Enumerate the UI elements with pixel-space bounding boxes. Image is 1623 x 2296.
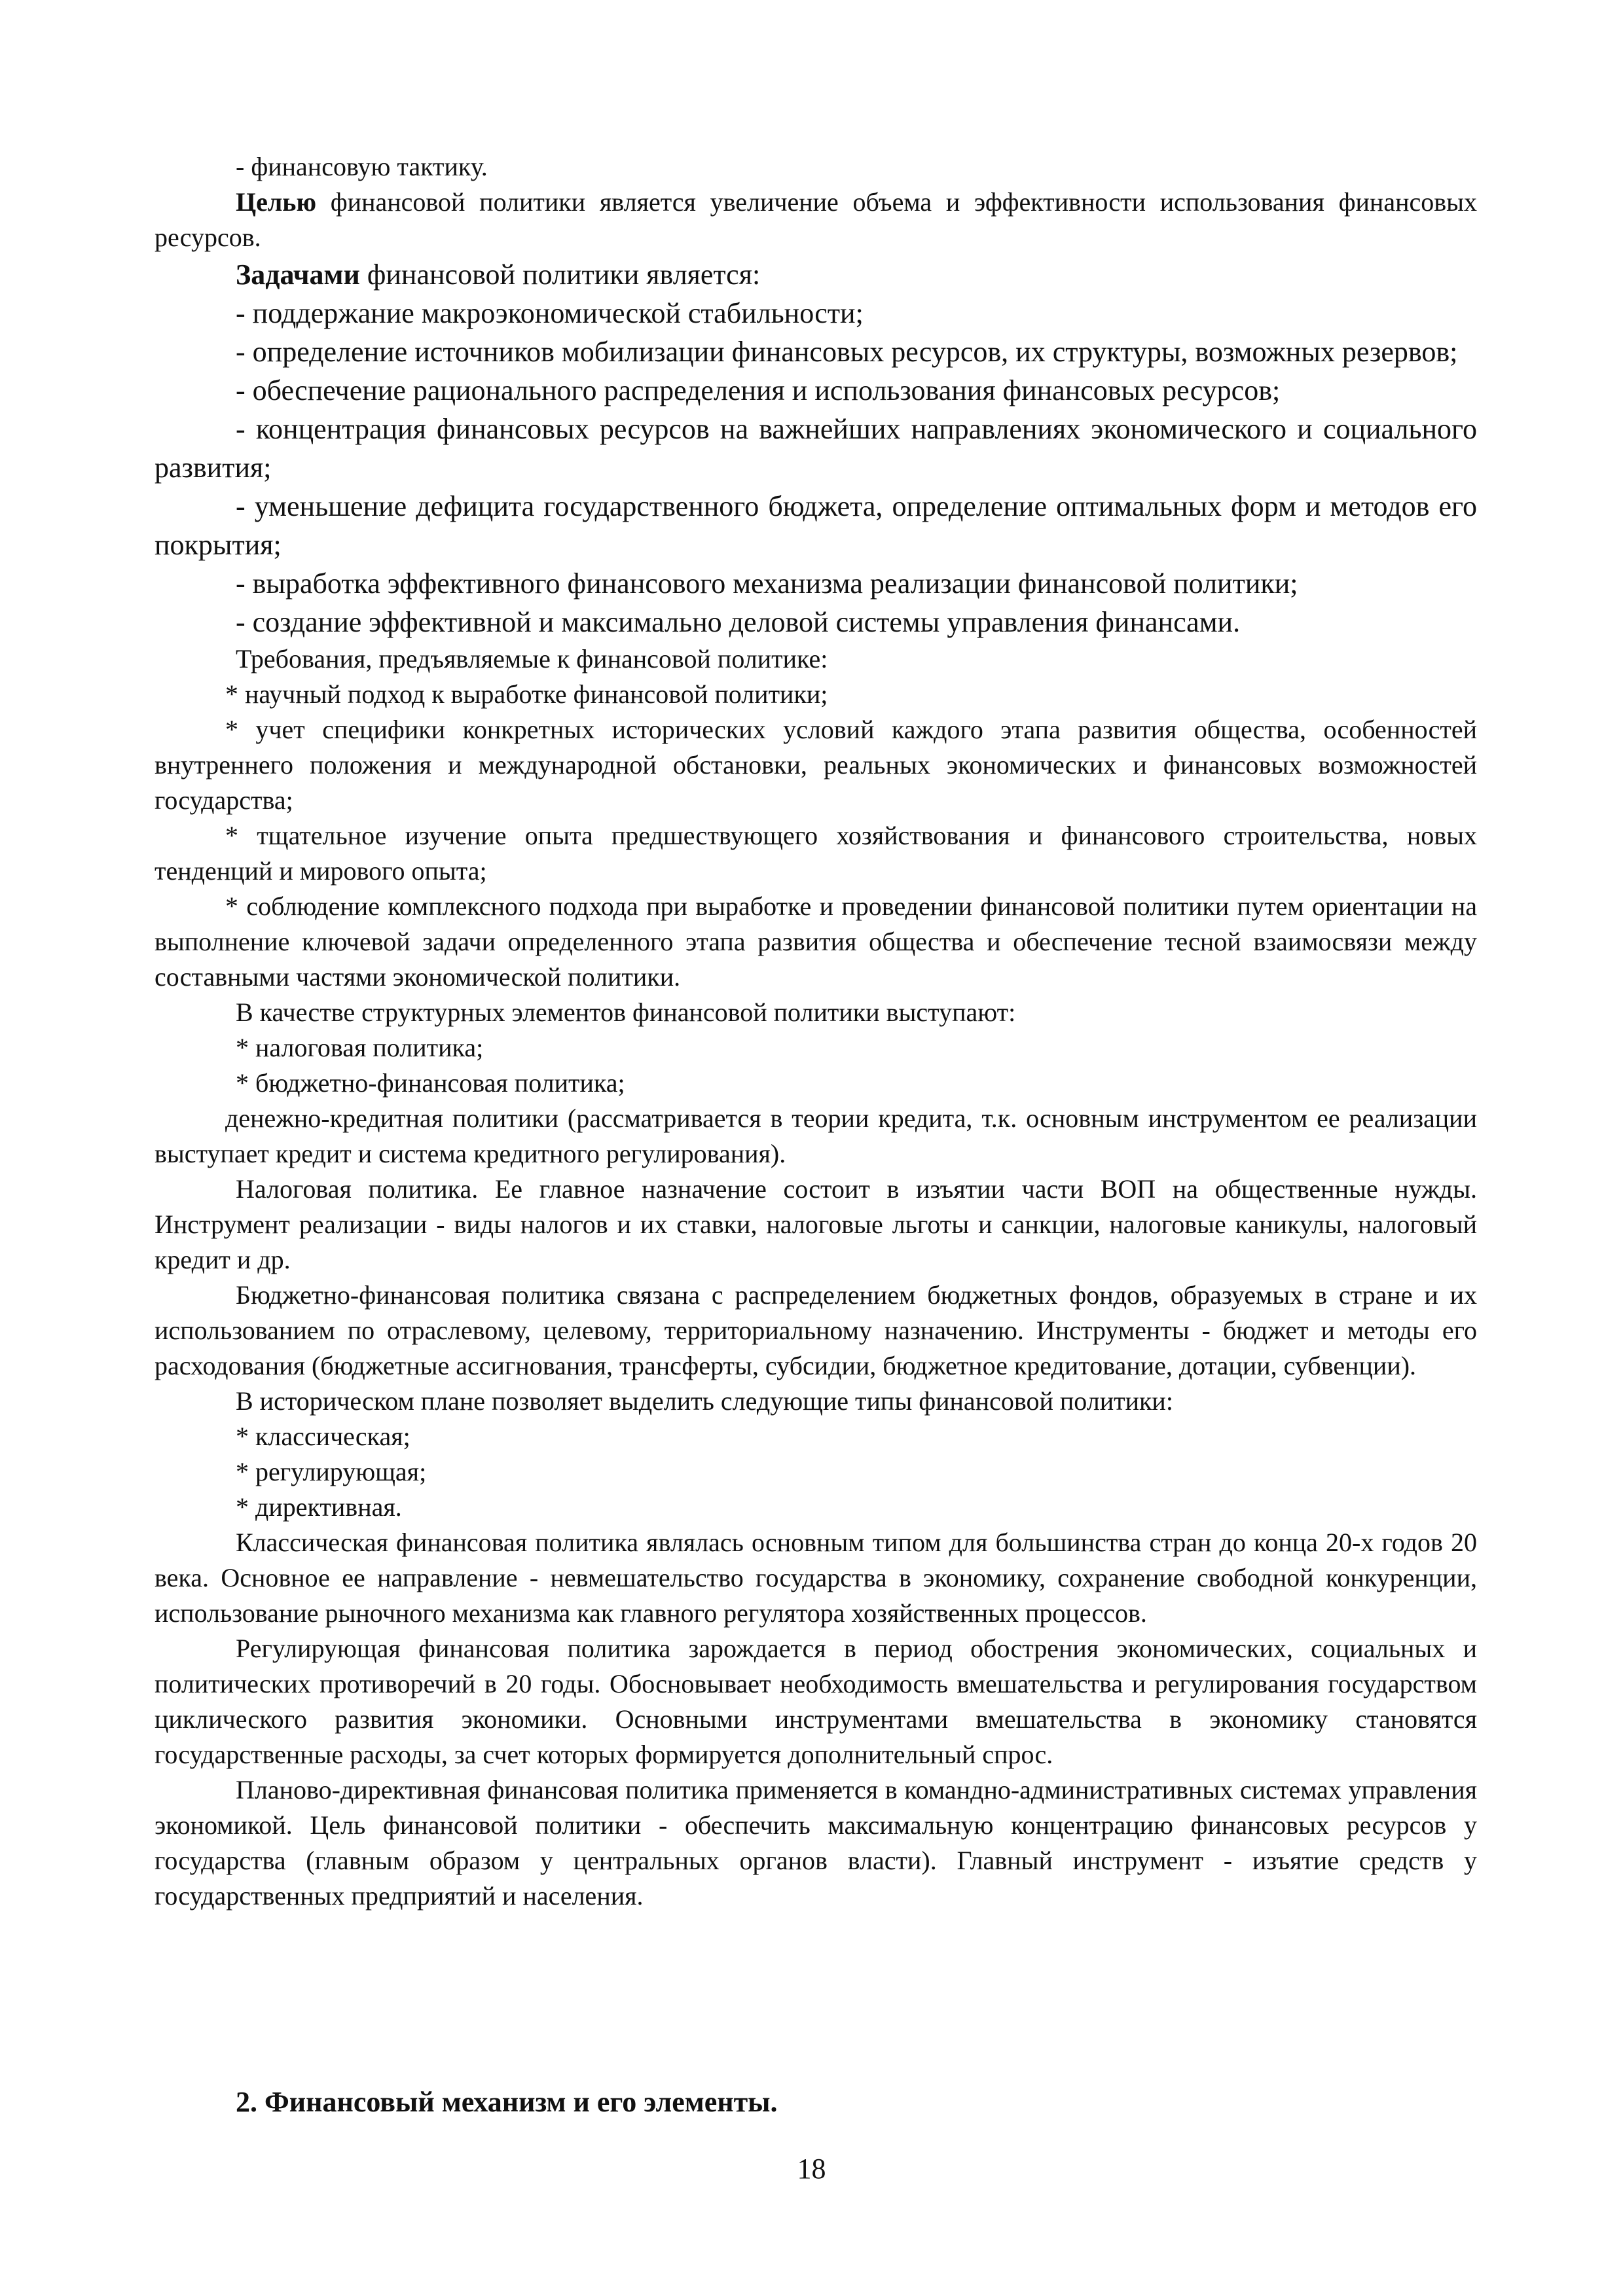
budget-policy-paragraph: Бюджетно-финансовая политика связана с распределением бюджетных фондов, образуемых в стране и их использованием по отраслевому, целевому, территориальному назначению. Инструменты - бюджет и методы его расходования (бюджетные ассигнования, трансферты, субсидии, бюджетное кредитование, дотации, субвенции). (155, 1280, 1477, 1380)
regulating-paragraph: Регулирующая финансовая политика зарождается в период обострения экономических, социальных и политических противоречий в 20 годы. Обосновывает необходимость вмешательства и регулирования государством циклического развития экономики. Основными инструментами вмешательства в экономику становятся государственные расходы, за счет которых формируется дополнительный спрос. (155, 1634, 1477, 1769)
requirement-item: * тщательное изучение опыта предшествующего хозяйствования и финансового строительства, новых тенденций и мирового опыта; (155, 821, 1477, 886)
task-item: - концентрация финансовых ресурсов на важнейших направлениях экономического и социального развития; (155, 413, 1477, 484)
history-intro: В историческом плане позволяет выделить следующие типы финансовой политики: (236, 1386, 1173, 1416)
history-item: * директивная. (236, 1492, 402, 1522)
classic-paragraph: Классическая финансовая политика являлась основным типом для большинства стран до конца 20-х годов 20 века. Основное ее направление - невмешательство государства в экономику, сохранение свободной конкуренции, использование рыночного механизма как главного регулятора хозяйственных процессов. (155, 1528, 1477, 1628)
task-item: - выработка эффективного финансового механизма реализации финансовой политики; (236, 567, 1298, 600)
tasks-intro (155, 255, 1477, 294)
history-item: * регулирующая; (236, 1457, 427, 1486)
task-item: - поддержание макроэкономической стабильности; (236, 297, 864, 329)
directive-paragraph: Планово-директивная финансовая политика применяется в командно-административных системах управления экономикой. Цель финансовой политики - обеспечить максимальную концентрацию финансовых ресурсов у государства (главным образом у центральных органов власти). Главный инструмент - изъятие средств у государственных предприятий и населения. (155, 1775, 1477, 1910)
text-line: - финансовую тактику. (236, 152, 488, 181)
task-item: - обеспечение рационального распределения и использования финансовых ресурсов; (236, 374, 1281, 406)
requirement-item: * научный подход к выработке финансовой политики; (225, 679, 828, 709)
structure-item: * бюджетно-финансовая политика; (236, 1068, 625, 1098)
structure-intro: В качестве структурных элементов финансовой политики выступают: (236, 997, 1016, 1027)
requirement-item: * соблюдение комплексного подхода при выработке и проведении финансовой политики путем ориентации на выполнение ключевой задачи определенного этапа развития общества и обеспечение тесной взаимосвязи между составными частями экономической политики. (155, 891, 1477, 992)
requirement-item: * учет специфики конкретных исторических условий каждого этапа развития общества, особенностей внутреннего положения и международной обстановки, реальных экономических и финансовых возможностей государства; (155, 715, 1477, 815)
history-item: * классическая; (236, 1422, 410, 1451)
task-item: - уменьшение дефицита государственного бюджета, определение оптимальных форм и методов его покрытия; (155, 490, 1477, 561)
goal-text: финансовой политики является увеличение объема и эффективности использования финансовых ресурсов. (155, 187, 1477, 252)
goal-term: Целью (236, 187, 317, 217)
goal-paragraph (155, 185, 1477, 255)
tax-policy-paragraph: Налоговая политика. Ее главное назначение состоит в изъятии части ВОП на общественные нужды. Инструмент реализации - виды налогов и их ставки, налоговые льготы и санкции, налоговые каникулы, налоговый кредит и др. (155, 1174, 1477, 1274)
section-heading: 2. Финансовый механизм и его элементы. (236, 2086, 778, 2118)
requirements-intro: Требования, предъявляемые к финансовой политике: (236, 644, 828, 673)
structure-item: денежно-кредитная политики (рассматривается в теории кредита, т.к. основным инструментом ее реализации выступает кредит и система кредитного регулирования). (155, 1103, 1477, 1168)
page-number: 18 (797, 2153, 826, 2185)
document-body (155, 149, 1477, 1914)
task-item: - создание эффективной и максимально деловой системы управления финансами. (236, 606, 1241, 638)
structure-item: * налоговая политика; (236, 1033, 484, 1062)
tasks-text: финансовой политики является: (359, 259, 761, 291)
tasks-term: Задачами (236, 259, 360, 291)
task-item: - определение источников мобилизации финансовых ресурсов, их структуры, возможных резервов; (236, 336, 1458, 368)
